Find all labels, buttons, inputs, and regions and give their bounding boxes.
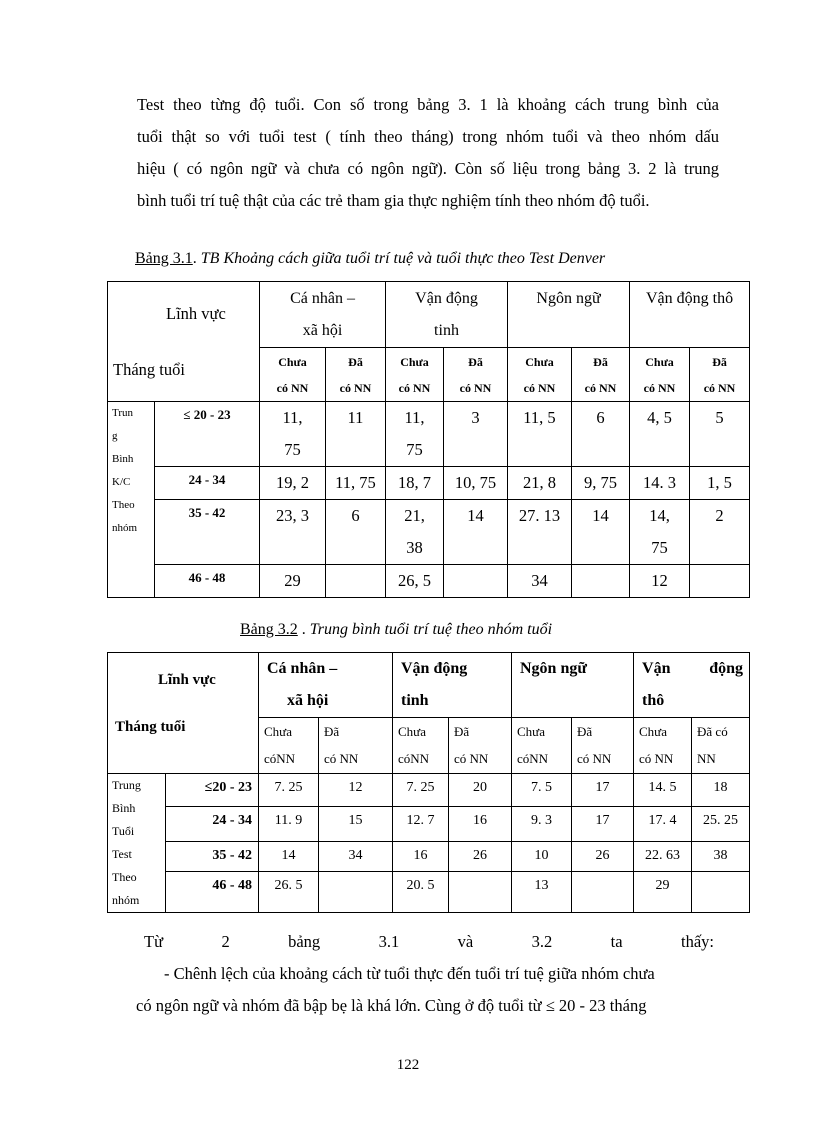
table1-age-cell: ≤ 20 - 23 xyxy=(155,402,260,467)
table2-age-cell: ≤20 - 23 xyxy=(166,774,259,807)
table1-group-label: Trun g Bình K/C Theo nhóm xyxy=(108,402,155,598)
table2-cell: 17 xyxy=(572,774,634,807)
table2-cell: 38 xyxy=(692,842,750,871)
table1-cell: 29 xyxy=(260,565,326,598)
table1-cell: 5 xyxy=(690,402,750,467)
table1-caption xyxy=(135,250,605,268)
table2-cell: 10 xyxy=(512,842,572,871)
table1-corner-bottom: Tháng tuổi xyxy=(113,360,185,379)
table1-corner-top: Lĩnh vực xyxy=(166,304,226,323)
table1-caption-label: Bảng 3.1 xyxy=(135,250,193,267)
intro-paragraph xyxy=(137,89,719,217)
table2-cell: 7. 25 xyxy=(393,774,449,807)
table1-cell: 9, 75 xyxy=(572,467,630,500)
table1-cell: 34 xyxy=(508,565,572,598)
table1-domain-ca-nhan: Cá nhân – xã hội xyxy=(260,282,386,348)
table1-cell: 14 xyxy=(572,500,630,565)
table1-cell: 26, 5 xyxy=(386,565,444,598)
table1-domain-ngon-ngu: Ngôn ngữ xyxy=(508,282,630,348)
table2-cell: 16 xyxy=(393,842,449,871)
table2-cell: 13 xyxy=(512,871,572,912)
table2-cell: 20. 5 xyxy=(393,871,449,912)
table2-cell: 12. 7 xyxy=(393,807,449,842)
table2-cell: 12 xyxy=(319,774,393,807)
table2-cell: 25. 25 xyxy=(692,807,750,842)
intro-line: Test theo từng độ tuổi. Con số trong bảng 3. 1 là khoảng cách trung bình của xyxy=(137,95,719,114)
table1-cell: 12 xyxy=(630,565,690,598)
table2-cell: 26 xyxy=(572,842,634,871)
page-number: 122 xyxy=(396,1057,420,1073)
table1-cell: 4, 5 xyxy=(630,402,690,467)
table1-cell xyxy=(444,565,508,598)
table2-cell xyxy=(449,871,512,912)
table2-group-label: Trung Bình Tuổi Test Theo nhóm xyxy=(108,774,166,913)
intro-line: hiệu ( có ngôn ngữ và chưa có ngôn ngữ). Còn số liệu trong bảng 3. 2 là trung xyxy=(137,159,719,178)
table1-cell: 6 xyxy=(572,402,630,467)
table2-caption-title: Trung bình tuổi trí tuệ theo nhóm tuổi xyxy=(309,621,553,638)
table1-cell: 10, 75 xyxy=(444,467,508,500)
table2-domain-van-dong-tho: Vận động thô xyxy=(634,653,750,718)
table1-corner-cell xyxy=(108,282,260,402)
table2-cell: 29 xyxy=(634,871,692,912)
table2-cell: 26 xyxy=(449,842,512,871)
table1-age-cell: 46 - 48 xyxy=(155,565,260,598)
conclusion-line: - Chênh lệch của khoảng cách từ tuổi thực đến tuổi trí tuệ giữa nhóm chưa xyxy=(164,964,655,983)
table1-cell: 2 xyxy=(690,500,750,565)
table1-age-cell: 35 - 42 xyxy=(155,500,260,565)
table2-domain-ca-nhan: Cá nhân – xã hội xyxy=(259,653,393,718)
table1-cell xyxy=(326,565,386,598)
table2-cell: 14. 5 xyxy=(634,774,692,807)
table1-cell: 14, 75 xyxy=(630,500,690,565)
table1-cell: 11, 75 xyxy=(326,467,386,500)
table2-cell xyxy=(319,871,393,912)
table2-cell: 7. 25 xyxy=(259,774,319,807)
table2-corner-bottom: Tháng tuổi xyxy=(115,719,186,735)
table1-cell: 21, 8 xyxy=(508,467,572,500)
table1-cell: 23, 3 xyxy=(260,500,326,565)
table1-cell: 21, 38 xyxy=(386,500,444,565)
table1-cell xyxy=(690,565,750,598)
table1-sub-da: Đã có NN xyxy=(690,348,750,402)
table2-sub-chua: Chưa cóNN xyxy=(393,718,449,774)
table2-sub-chua: Chưa cóNN xyxy=(259,718,319,774)
table1-sub-chua: Chưa có NN xyxy=(260,348,326,402)
table2-age-cell: 35 - 42 xyxy=(166,842,259,871)
table1-domain-van-dong-tho: Vận động thô xyxy=(630,282,750,348)
table2-sub-da: Đã có NN xyxy=(319,718,393,774)
table1-cell: 11 xyxy=(326,402,386,467)
table1-cell xyxy=(572,565,630,598)
table1-cell: 18, 7 xyxy=(386,467,444,500)
table1-cell: 11, 75 xyxy=(386,402,444,467)
table1-sub-da: Đã có NN xyxy=(444,348,508,402)
table2-sub-da: Đã có NN xyxy=(572,718,634,774)
conclusion-line: Từ 2 bảng 3.1 và 3.2 ta thấy: xyxy=(144,932,714,951)
table1-cell: 19, 2 xyxy=(260,467,326,500)
table2 xyxy=(107,652,750,913)
table2-cell xyxy=(572,871,634,912)
table1-sub-chua: Chưa có NN xyxy=(630,348,690,402)
table2-cell: 14 xyxy=(259,842,319,871)
table2-cell xyxy=(692,871,750,912)
table2-domain-ngon-ngu: Ngôn ngữ xyxy=(512,653,634,718)
table1-cell: 3 xyxy=(444,402,508,467)
table1-cell: 11, 75 xyxy=(260,402,326,467)
table2-sub-da: Đã có NN xyxy=(692,718,750,774)
table2-cell: 17 xyxy=(572,807,634,842)
table1-cell: 11, 5 xyxy=(508,402,572,467)
table2-sub-chua: Chưa có NN xyxy=(634,718,692,774)
table2-cell: 7. 5 xyxy=(512,774,572,807)
table1-cell: 1, 5 xyxy=(690,467,750,500)
table2-domain-van-dong-tinh: Vận động tinh xyxy=(393,653,512,718)
table2-corner-top: Lĩnh vực xyxy=(158,672,216,688)
intro-line: tuổi thật so với tuổi test ( tính theo tháng) trong nhóm tuổi và theo nhóm dấu xyxy=(137,127,719,146)
table1-domain-van-dong-tinh: Vận động tinh xyxy=(386,282,508,348)
table2-cell: 34 xyxy=(319,842,393,871)
intro-line: bình tuổi trí tuệ thật của các trẻ tham gia thực nghiệm tính theo nhóm độ tuổi. xyxy=(137,191,650,210)
table2-cell: 11. 9 xyxy=(259,807,319,842)
table2-cell: 26. 5 xyxy=(259,871,319,912)
table2-cell: 20 xyxy=(449,774,512,807)
table1-cell: 14 xyxy=(444,500,508,565)
table2-caption xyxy=(240,621,552,639)
table1-cell: 14. 3 xyxy=(630,467,690,500)
table1-sub-da: Đã có NN xyxy=(326,348,386,402)
conclusion-paragraph xyxy=(136,926,714,1022)
table2-sub-chua: Chưa cóNN xyxy=(512,718,572,774)
table1-cell: 6 xyxy=(326,500,386,565)
table1-caption-sep: . xyxy=(192,250,201,267)
table1-age-cell: 24 - 34 xyxy=(155,467,260,500)
table2-caption-label: Bảng 3.2 xyxy=(240,621,298,638)
table2-cell: 18 xyxy=(692,774,750,807)
table2-cell: 22. 63 xyxy=(634,842,692,871)
table2-sub-da: Đã có NN xyxy=(449,718,512,774)
table2-caption-sep: . xyxy=(297,621,310,638)
table2-cell: 15 xyxy=(319,807,393,842)
table2-cell: 17. 4 xyxy=(634,807,692,842)
table1-cell: 27. 13 xyxy=(508,500,572,565)
table2-cell: 16 xyxy=(449,807,512,842)
table2-corner-cell xyxy=(108,653,259,774)
table1-caption-title: TB Khoảng cách giữa tuổi trí tuệ và tuổi thực theo Test Denver xyxy=(200,250,606,267)
table1-sub-chua: Chưa có NN xyxy=(386,348,444,402)
table2-cell: 9. 3 xyxy=(512,807,572,842)
table1 xyxy=(107,281,750,598)
conclusion-line: có ngôn ngữ và nhóm đã bập bẹ là khá lớn. Cùng ở độ tuổi từ ≤ 20 - 23 tháng xyxy=(136,996,647,1015)
table1-sub-chua: Chưa có NN xyxy=(508,348,572,402)
table2-age-cell: 24 - 34 xyxy=(166,807,259,842)
table1-sub-da: Đã có NN xyxy=(572,348,630,402)
table2-age-cell: 46 - 48 xyxy=(166,871,259,912)
